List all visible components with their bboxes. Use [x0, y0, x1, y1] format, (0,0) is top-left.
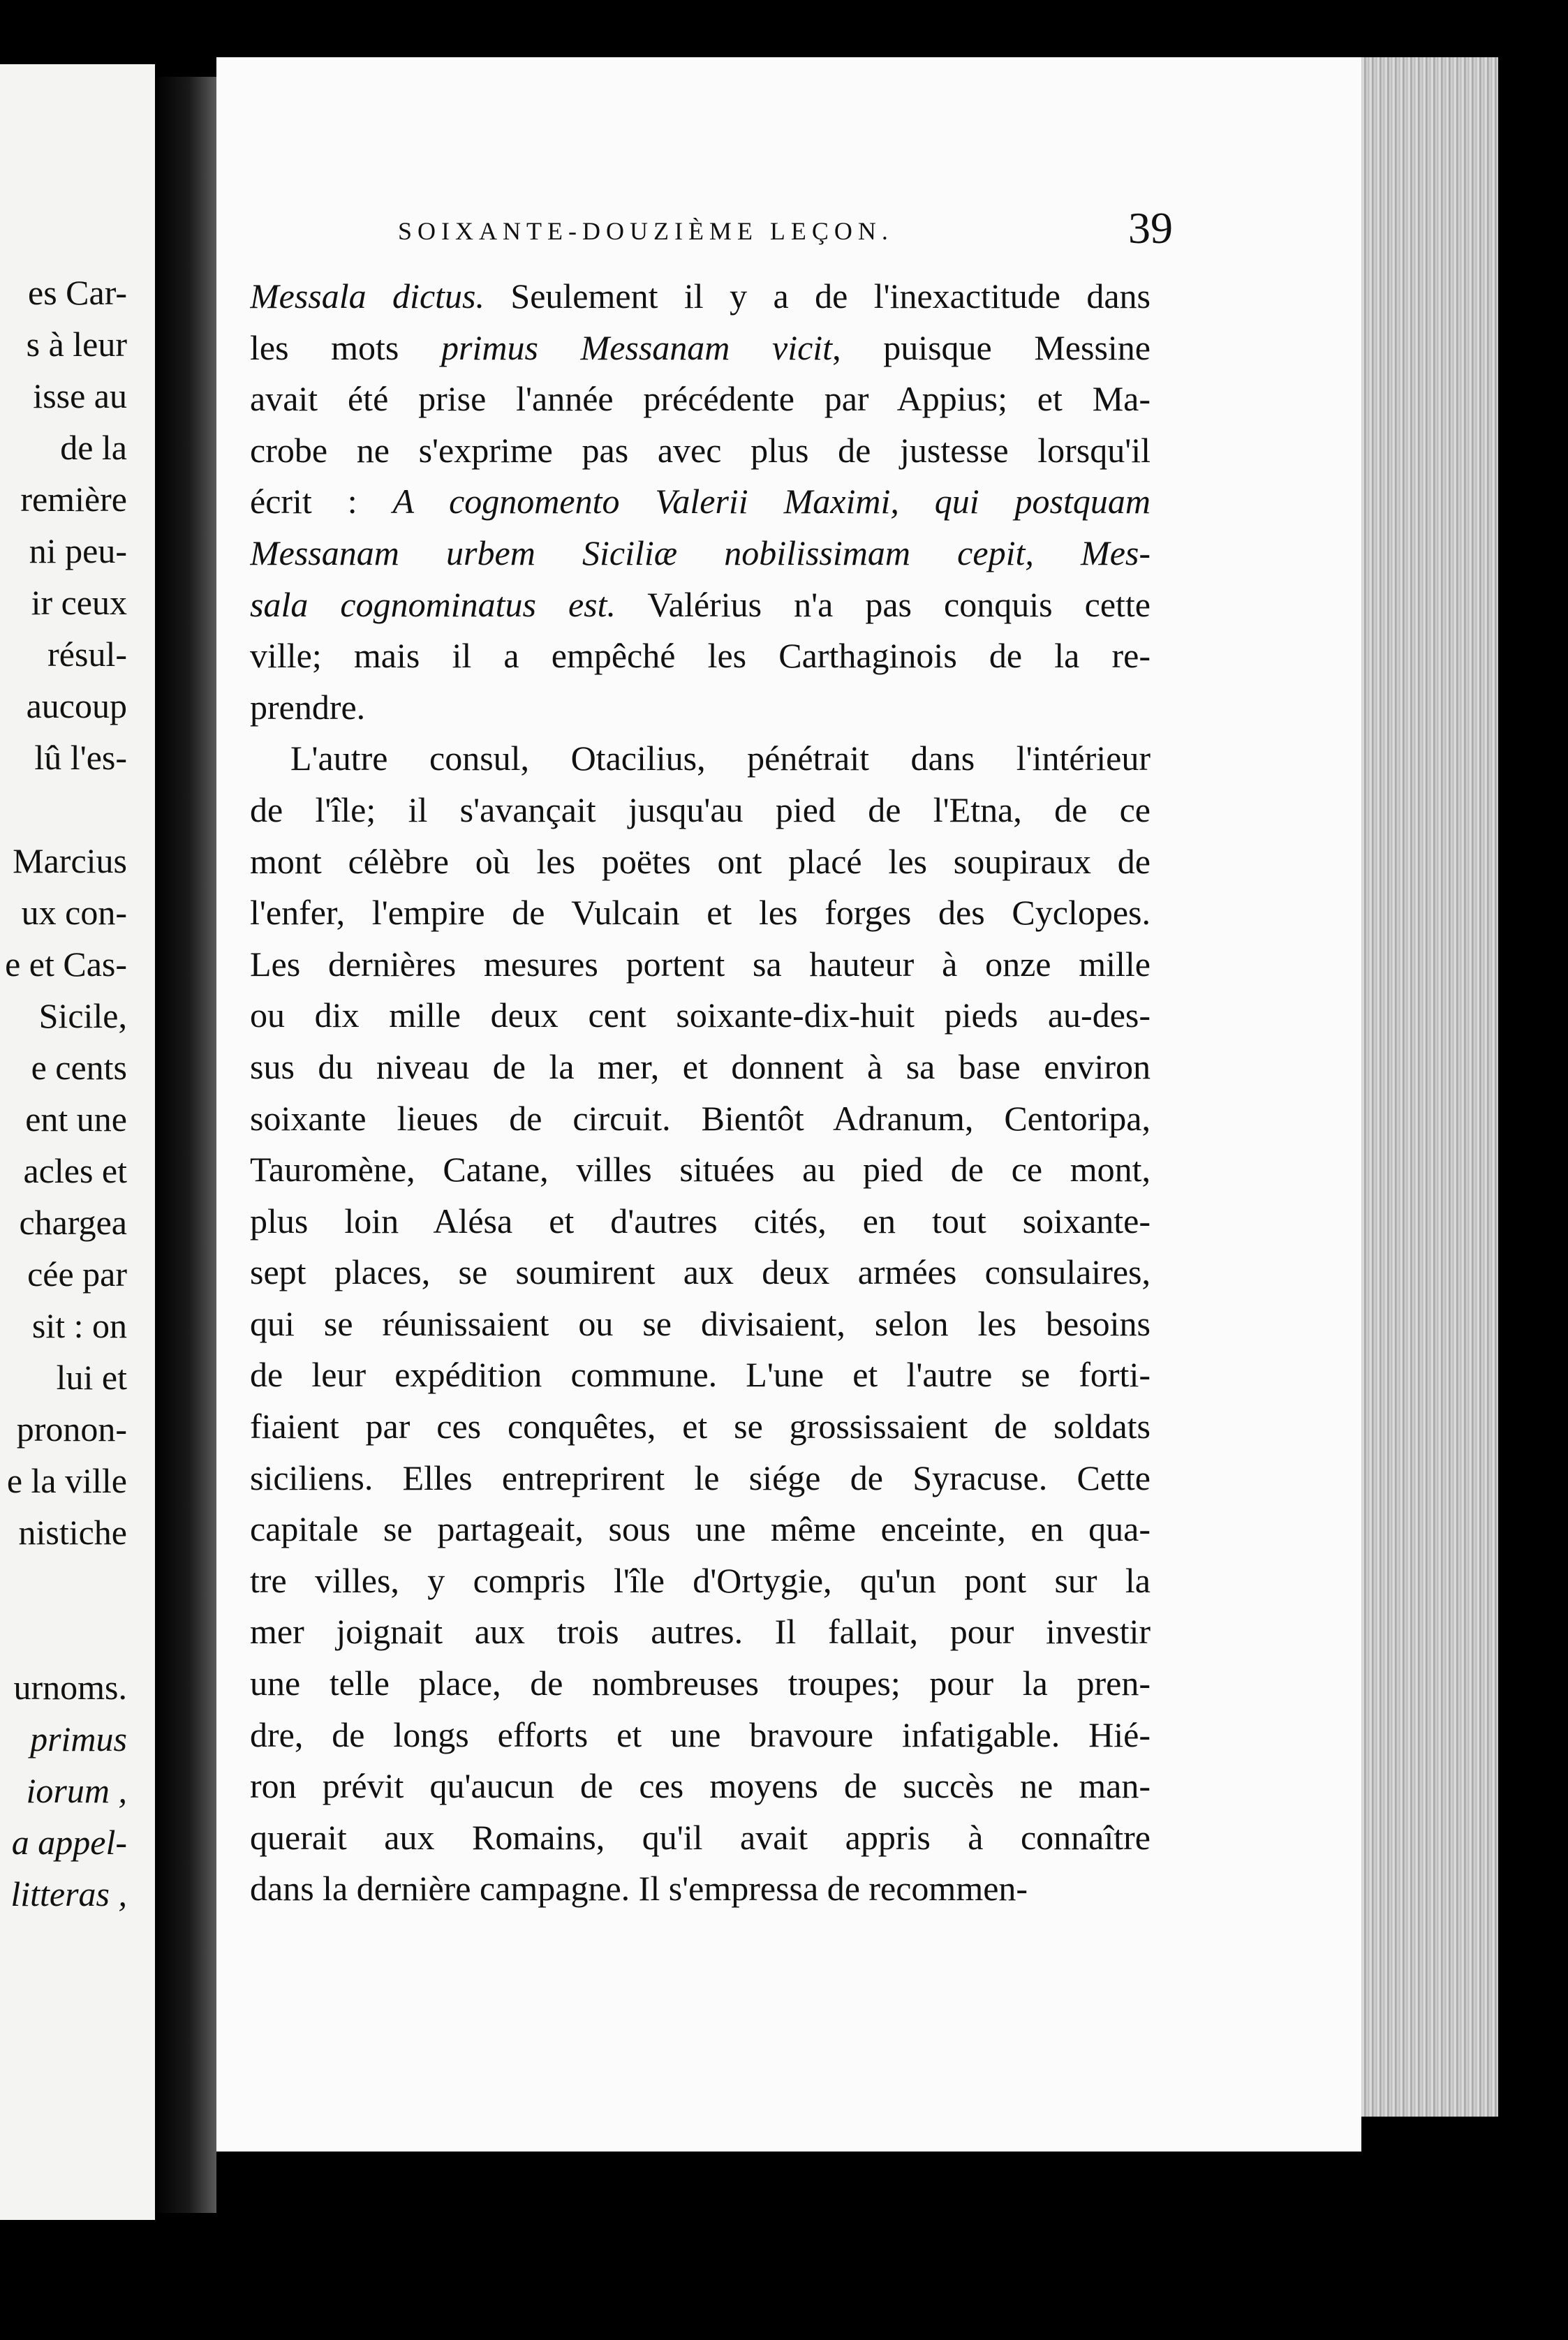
left-page-line: litteras ,	[10, 1874, 127, 1913]
left-page-line: nistiche	[18, 1513, 127, 1552]
left-page-line: acles et	[23, 1151, 127, 1190]
text-line: ville; mais il a empêché les Carthaginois de la re-	[250, 636, 1151, 676]
left-page-line: ni peu-	[29, 531, 127, 570]
left-page-line: e la ville	[6, 1461, 127, 1500]
left-page-line: résul-	[47, 635, 127, 674]
left-page-line: isse au	[33, 376, 127, 415]
italic-phrase: primus Messanam vicit	[441, 327, 833, 367]
text-line: mont célèbre où les poëtes ont placé les soupiraux de	[250, 841, 1151, 881]
page-number: 39	[1128, 203, 1173, 253]
text-line	[250, 528, 1151, 579]
text-line: fiaient par ces conquêtes, et se grossissaient de soldats	[250, 1407, 1151, 1446]
left-page-line: s à leur	[26, 325, 127, 364]
italic-phrase: Messanam urbem Siciliæ nobilissimam cepit, Mes-	[250, 533, 1151, 572]
left-page-line: ir ceux	[31, 583, 127, 622]
italic-phrase: Messala dictus.	[250, 276, 485, 316]
left-page-line: pronon-	[16, 1409, 127, 1449]
text-line: de leur expédition commune. L'une et l'autre se forti-	[250, 1355, 1151, 1395]
text-line: les mots primus Messanam vicit, puisque Messine	[250, 327, 1151, 367]
left-page-line: remière	[20, 480, 127, 519]
text-line: avait été prise l'année précédente par Appius; et Ma-	[250, 379, 1151, 419]
text-line: crobe ne s'exprime pas avec plus de justesse lorsqu'il	[250, 430, 1151, 470]
text-line: sala cognominatus est. Valérius n'a pas conquis cette	[250, 584, 1151, 624]
left-page-line	[5, 783, 127, 835]
text-line: ron prévit qu'aucun de ces moyens de succès ne man-	[250, 1766, 1151, 1806]
left-page-line: aucoup	[26, 686, 127, 725]
body-text	[250, 271, 1151, 1915]
text-line: L'autre consul, Otacilius, pénétrait dans l'intérieur	[290, 739, 1151, 778]
text-line: soixante lieues de circuit. Bientôt Adranum, Centoripa,	[250, 1098, 1151, 1138]
italic-phrase: sala cognominatus est.	[250, 584, 616, 624]
text-line: plus loin Alésa et d'autres cités, en tout soixante-	[250, 1201, 1151, 1241]
text-line: Tauromène, Catane, villes situées au pied de ce mont,	[250, 1150, 1151, 1190]
left-page-line: a appel-	[11, 1823, 127, 1862]
text-line: dre, de longs efforts et une bravoure infatigable. Hié-	[250, 1715, 1151, 1754]
left-page-line: Marcius	[13, 841, 127, 880]
left-page-line: Sicile,	[38, 996, 127, 1035]
text-line: qui se réunissaient ou se divisaient, selon les besoins	[250, 1303, 1151, 1343]
text-line: sus du niveau de la mer, et donnent à sa base environ	[250, 1046, 1151, 1086]
text-line: de l'île; il s'avançait jusqu'au pied de l'Etna, de ce	[250, 790, 1151, 829]
text-line: capitale se partageait, sous une même enceinte, en qua-	[250, 1509, 1151, 1549]
left-page-line: e et Cas-	[5, 945, 127, 984]
running-head: SOIXANTE-DOUZIÈME LEÇON.	[398, 217, 894, 245]
left-page-line: e cents	[31, 1048, 127, 1087]
left-page-line: es Car-	[28, 273, 127, 312]
text-line: une telle place, de nombreuses troupes; pour la pren-	[250, 1664, 1151, 1703]
left-page-line	[5, 1610, 127, 1661]
left-page-line: cée par	[27, 1254, 127, 1294]
left-page-line: primus	[30, 1719, 127, 1758]
text-line: prendre.	[250, 687, 366, 727]
left-page-line: sit : on	[31, 1306, 127, 1345]
left-page-line: ent une	[25, 1099, 127, 1139]
text-line: tre villes, y compris l'île d'Ortygie, qu'un pont sur la	[250, 1560, 1151, 1600]
left-page-line: lui et	[56, 1358, 127, 1397]
text-line: dans la dernière campagne. Il s'empressa de recommen-	[250, 1869, 1028, 1909]
text-line: Les dernières mesures portent sa hauteur à onze mille	[250, 944, 1151, 984]
text-line: Messala dictus. Seulement il y a de l'inexactitude dans	[250, 276, 1151, 316]
left-page-text	[5, 267, 127, 1920]
left-page-line: ux con-	[21, 893, 127, 932]
text-line: mer joignait aux trois autres. Il fallait, pour investir	[250, 1612, 1151, 1652]
left-page-line: urnoms.	[13, 1668, 127, 1707]
text-line: écrit : A cognomento Valerii Maximi, qui postquam	[250, 482, 1151, 521]
book-gutter	[155, 77, 216, 2213]
left-page-line: chargea	[19, 1203, 127, 1242]
text-line: querait aux Romains, qu'il avait appris à connaître	[250, 1817, 1151, 1857]
left-page-line: iorum ,	[26, 1771, 127, 1810]
left-page-line: lû l'es-	[34, 738, 127, 777]
text-line: sept places, se soumirent aux deux armées consulaires,	[250, 1252, 1151, 1292]
page-edges	[1361, 57, 1498, 2117]
page-header	[237, 202, 1173, 265]
text-line: l'enfer, l'empire de Vulcain et les forges des Cyclopes.	[250, 893, 1151, 933]
left-page-line: de la	[60, 428, 127, 467]
text-line: ou dix mille deux cent soixante-dix-huit pieds au-des-	[250, 995, 1151, 1035]
italic-phrase: A cognomento Valerii Maximi, qui postquam	[392, 482, 1151, 521]
text-line: siciliens. Elles entreprirent le siége de Syracuse. Cette	[250, 1458, 1151, 1497]
left-page-line	[5, 1558, 127, 1610]
left-page-fragment	[0, 64, 155, 2220]
